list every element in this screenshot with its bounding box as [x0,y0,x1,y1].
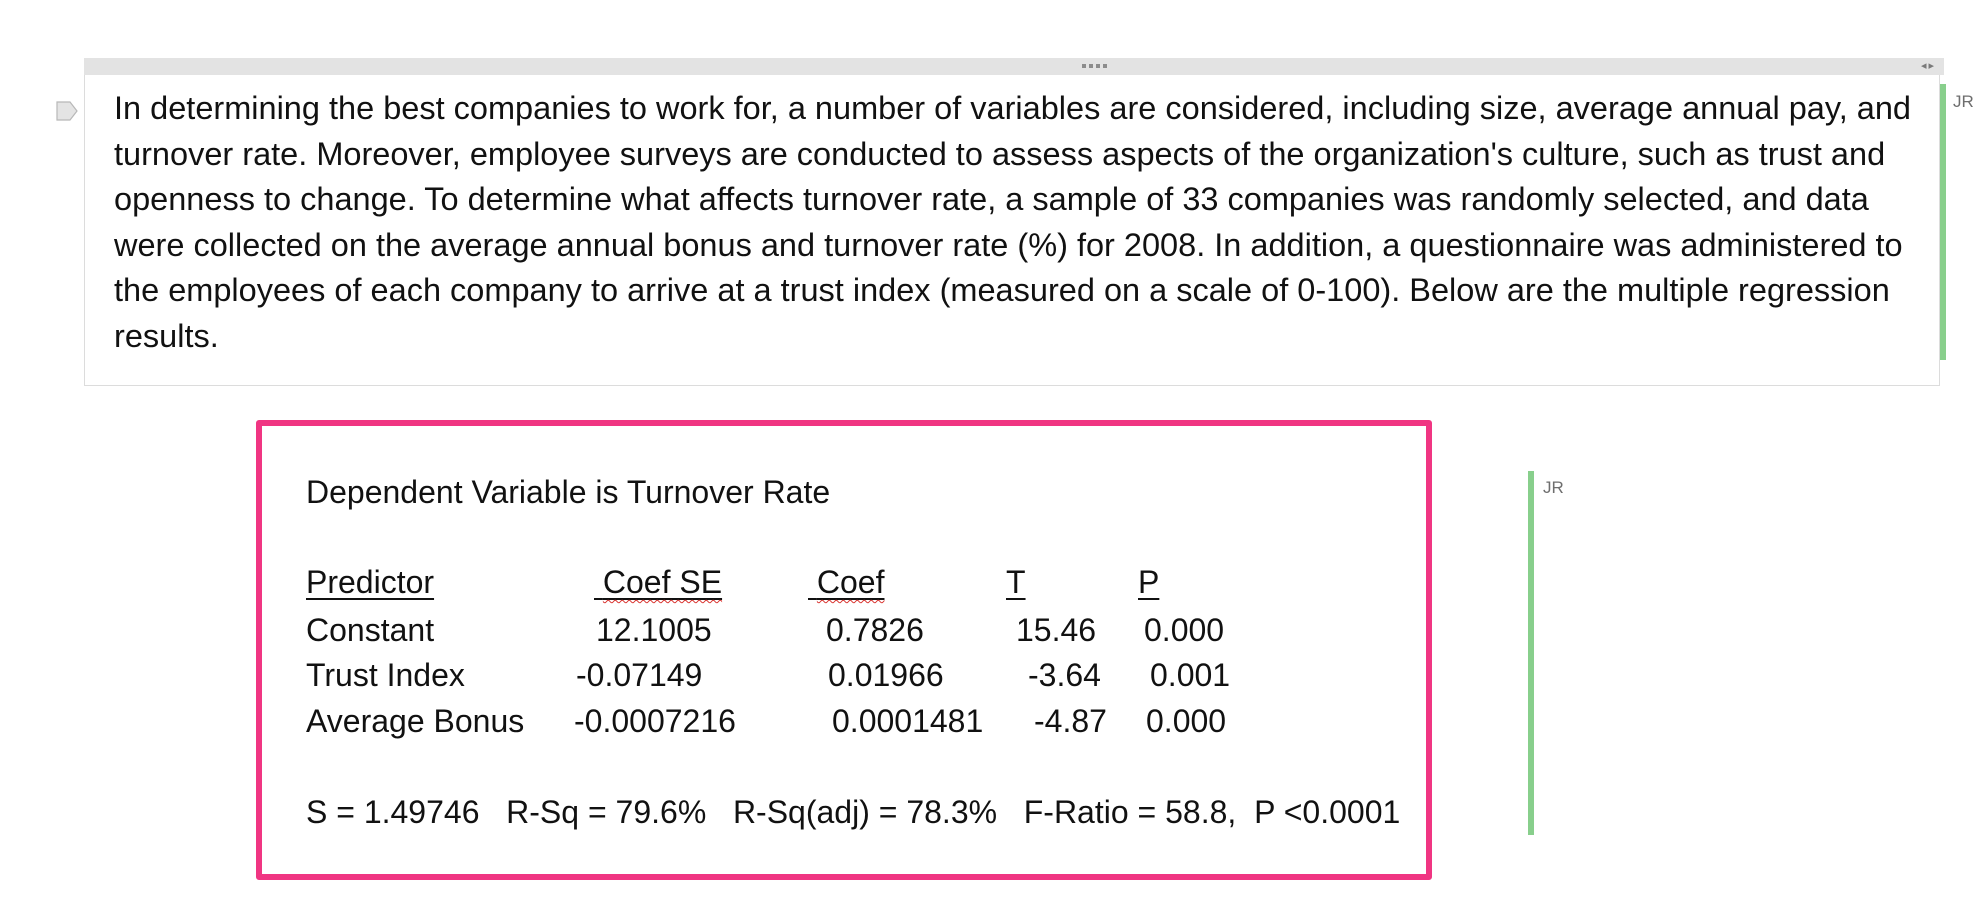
table-row-coef: 0.0001481 [832,703,984,739]
table-row-predictor: Constant [306,612,435,648]
table-row-coef: 0.7826 [826,612,924,648]
table-row-predictor: Trust Index [306,657,465,693]
header-coef-text: Coef [816,564,885,600]
document-toolbar-strip [84,58,1944,75]
table-row-p: 0.000 [1146,703,1227,739]
header-coef-se [594,562,722,602]
drag-handle-icon[interactable] [1082,63,1110,69]
comment-marker-bar[interactable] [1528,471,1534,835]
table-row-p: 0.000 [1144,612,1225,648]
header-coef-se-text: Coef SE [602,564,723,600]
table-row-coef: 0.01966 [828,657,944,693]
table-row-p: 0.001 [1150,657,1231,693]
table-row-t: -3.64 [1028,657,1101,693]
comment-author-initials[interactable]: JR [1543,478,1564,497]
table-row-coef-se: 12.1005 [596,612,712,648]
table-row-predictor: Average Bonus [306,703,525,739]
expand-arrows-icon[interactable]: ◂▸ [1920,60,1936,72]
header-predictor: Predictor [306,564,435,600]
table-row-t: -4.87 [1034,703,1107,739]
header-t: T [1006,564,1026,600]
regression-title: Dependent Variable is Turnover Rate [306,474,831,510]
table-row-t: 15.46 [1016,612,1097,648]
header-coef [808,562,884,602]
model-summary-line: S = 1.49746 R-Sq = 79.6% R-Sq(adj) = 78.3% F-Ratio = 58.8, P <0.0001 [306,794,1401,830]
paragraph-tag-icon[interactable] [56,101,78,121]
table-row-coef-se: -0.0007216 [574,703,736,739]
comment-marker-bar[interactable] [1940,84,1946,360]
table-row-coef-se: -0.07149 [576,657,703,693]
header-p: P [1138,564,1160,600]
problem-paragraph: In determining the best companies to work for, a number of variables are considered, including size, average annual pay, and turnover rate. Moreover, employee surveys are conducted to assess aspects of the organization's culture, such as trust and openness to change. To determine what affects turnover rate, a sample of 33 companies was randomly selected, and data were collected on the average annual bonus and turnover rate (%) for 2008. In addition, a questionnaire was administered to the employees of each company to arrive at a trust index (measured on a scale of 0-100). Below are the multiple regression results. [114,90,1911,354]
comment-author-initials[interactable]: JR [1953,92,1974,111]
